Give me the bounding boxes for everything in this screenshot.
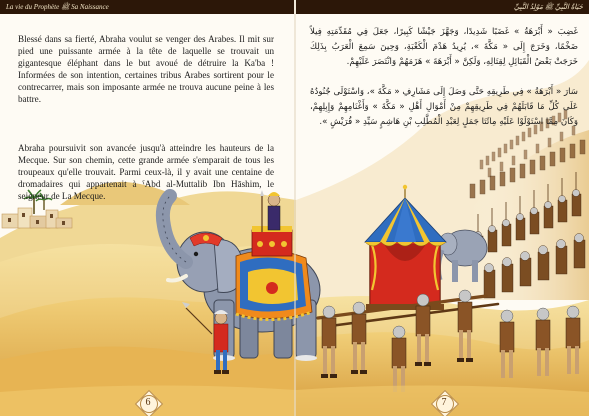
- page-number-right: 7: [433, 392, 455, 414]
- french-paragraph: Abraha poursuivit son avancée jusqu'à atteindre les hauteurs de la Mecque. Sur son chemin, cette grande armée s'emparait de tous les troupeaux qu'elle trouvait. Parmi ceux-là, il y avait une centaine de dromadaires qui appartenait à ˁAbd al-Muttalib Ibn Hāshim, le seigneur de La Mecque.: [18, 143, 274, 202]
- header-right: حَيَاةُ النَّبِيِّ ﷺ مَوْلِدُ النَّبِيِّ: [296, 0, 589, 14]
- page-gutter: [294, 0, 296, 416]
- arabic-paragraph: غَضِبَ « أَبْرَهَةُ » غَضَبًا شَدِيدًا، وَجَهَّزَ جَيْشًا كَبِيرًا، جَعَلَ فِي مُقَدِّمَتِهِ فِيلاً ضَخْمًا، وَخَرَجَ إِلَى « مَكَّةَ »، يُرِيدُ هَدْمَ الْكَعْبَةِ، وَحِينَ سَمِعَ الْعَرَبُ بِذَلِكَ خَرَجَتْ بَعْضُ الْقَبَائِلِ لِقِتَالِهِ، وَلَكِنَّ « أَبْرَهَةَ » هَزَمَهُمْ وَانْتَصَرَ عَلَيْهِمْ.: [310, 26, 578, 67]
- page-number-left: 6: [137, 392, 159, 414]
- french-paragraph: Blessé dans sa fierté, Abraha voulut se venger des Arabes. Il mit sur pied une puissante armée à la tête de laquelle se trouvait un gigantesque éléphant dans le but avoué de détruire la Ka'ba ! Informées de son intention, certaines tribus Arabes sortirent pour le contrecarrer, mais son imposante armée ne trouva aucune peine à les battre.: [18, 34, 274, 105]
- arabic-paragraph: سَارَ « أَبْرَهَةُ » فِي طَرِيقِهِ حَتَّى وَصَلَ إِلَى مَشَارِفِ « مَكَّةَ »، وَاسْتَوْلَى جُنُودُهُ عَلَى كُلِّ مَا قَابَلَهُمْ فِي طَرِيقِهِمْ مِنْ أَمْوَالِ أَهْلِ « مَكَّةَ » وَأَغْنَامِهِمْ وَإِبِلِهِمْ، وَكَانَ مِمَّا اسْتَوْلَوْا عَلَيْهِ مِائَتَا جَمَلٍ لِعَبْدِ الْمُطَّلِبِ بْنِ هَاشِمٍ سَيِّدِ « قُرَيْشٍ ».: [310, 86, 578, 127]
- header-left: La vie du Prophète ﷺ Sa Naissance: [0, 0, 294, 14]
